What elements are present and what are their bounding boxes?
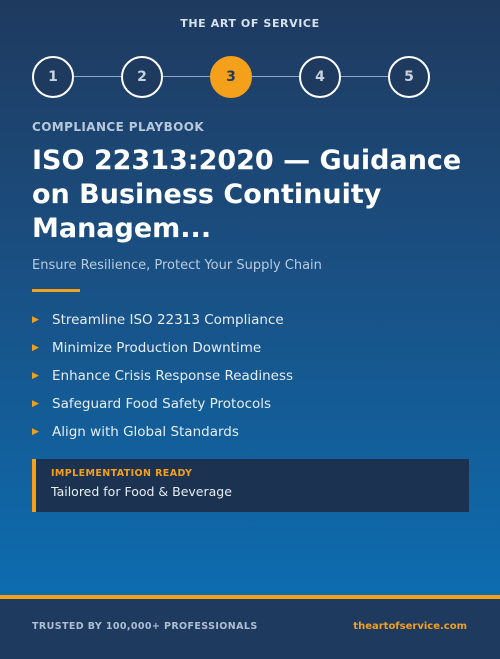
feature-label: Enhance Crisis Response Readiness: [52, 368, 294, 384]
step-5: 5: [388, 56, 430, 98]
implementation-callout: [32, 459, 469, 512]
step-2: 2: [121, 56, 163, 98]
subtitle: Ensure Resilience, Protect Your Supply Chain: [32, 258, 322, 273]
list-item: [32, 362, 472, 390]
list-item: [32, 418, 472, 446]
footer: [0, 599, 500, 659]
step-connector: [252, 76, 299, 77]
step-connector: [341, 76, 388, 77]
list-item: [32, 306, 472, 334]
list-item: [32, 334, 472, 362]
bullet-arrow-icon: ▶: [32, 343, 39, 353]
website-link[interactable]: theartofservice.com: [353, 621, 467, 632]
step-indicator: [32, 56, 432, 98]
trust-badge: TRUSTED BY 100,000+ PROFESSIONALS: [32, 621, 258, 632]
page-title: ISO 22313:2020 — Guidance on Business Continuity Managem...: [32, 145, 462, 244]
bullet-arrow-icon: ▶: [32, 315, 39, 325]
bullet-arrow-icon: ▶: [32, 399, 39, 409]
bullet-arrow-icon: ▶: [32, 427, 39, 437]
brand-name: THE ART OF SERVICE: [180, 17, 320, 30]
feature-list: [32, 306, 472, 446]
bullet-arrow-icon: ▶: [32, 371, 39, 381]
callout-title: IMPLEMENTATION READY: [51, 468, 193, 479]
step-3-active: 3: [210, 56, 252, 98]
feature-label: Streamline ISO 22313 Compliance: [52, 312, 284, 328]
feature-label: Minimize Production Downtime: [52, 340, 262, 356]
step-4: 4: [299, 56, 341, 98]
step-connector: [74, 76, 121, 77]
feature-label: Safeguard Food Safety Protocols: [52, 396, 272, 412]
callout-text: Tailored for Food & Beverage: [51, 484, 232, 499]
step-connector: [163, 76, 210, 77]
list-item: [32, 390, 472, 418]
category-label: COMPLIANCE PLAYBOOK: [32, 120, 205, 134]
feature-label: Align with Global Standards: [52, 424, 239, 440]
accent-divider: [32, 289, 80, 292]
step-1: 1: [32, 56, 74, 98]
